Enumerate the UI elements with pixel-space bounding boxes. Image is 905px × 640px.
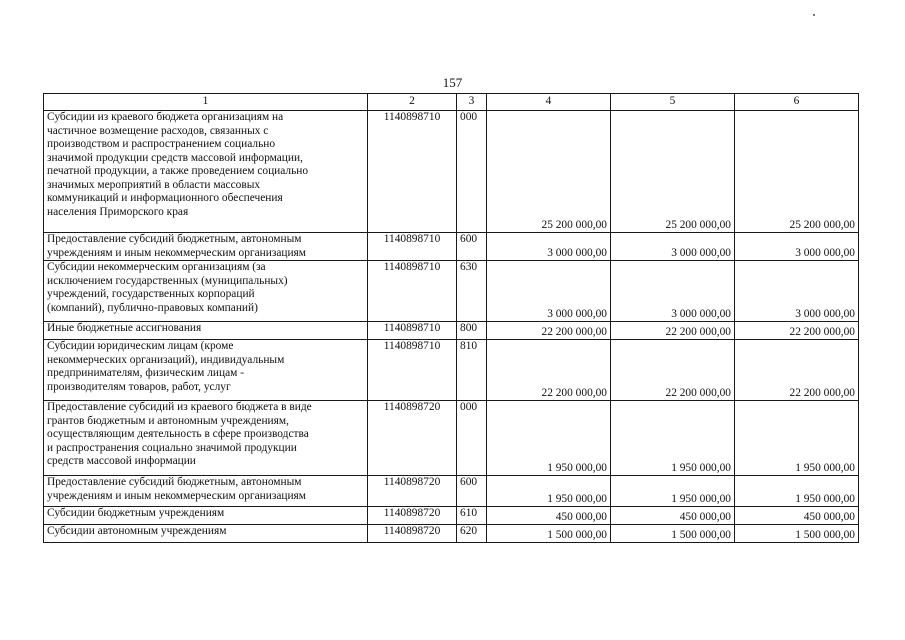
row-name: Субсидии юридическим лицам (кроме некоммерческих организаций), индивидуальным предпринимателям, физическим лицам - производителям товаров, работ, услуг	[44, 340, 368, 401]
row-name: Субсидии из краевого бюджета организациям на частичное возмещение расходов, связанных с производством и распространением социально значимой продукции средств массовой информации, печатной продукции, а также проведением социально значимых мероприятий в области массовых коммуникаций и информационного обеспечения населения Приморского края	[44, 111, 368, 233]
row-target-code: 1140898710	[368, 322, 457, 340]
row-expense-type: 800	[457, 322, 487, 340]
table-row	[44, 111, 859, 233]
row-amount-col-6: 3 000 000,00	[735, 261, 859, 322]
row-name: Субсидии некоммерческим организациям (за исключением государственных (муниципальных) учреждений, государственных корпораций (компаний), публично-правовых компаний)	[44, 261, 368, 322]
row-amount-col-6: 1 500 000,00	[735, 525, 859, 543]
row-amount-col-5: 22 200 000,00	[611, 340, 735, 401]
table-row	[44, 261, 859, 322]
table-row	[44, 322, 859, 340]
header-col-2: 2	[368, 94, 457, 111]
row-target-code: 1140898720	[368, 507, 457, 525]
row-amount-col-5: 1 950 000,00	[611, 401, 735, 476]
row-amount-col-6: 3 000 000,00	[735, 233, 859, 261]
row-name: Предоставление субсидий бюджетным, автономным учреждениям и иным некоммерческим организациям	[44, 233, 368, 261]
row-amount-col-4: 1 950 000,00	[487, 476, 611, 507]
row-amount-col-4: 25 200 000,00	[487, 111, 611, 233]
row-expense-type: 000	[457, 111, 487, 233]
row-target-code: 1140898720	[368, 525, 457, 543]
row-name: Предоставление субсидий бюджетным, автономным учреждениям и иным некоммерческим организациям	[44, 476, 368, 507]
table-row	[44, 233, 859, 261]
row-amount-col-5: 25 200 000,00	[611, 111, 735, 233]
row-amount-col-4: 1 950 000,00	[487, 401, 611, 476]
table-row	[44, 507, 859, 525]
row-target-code: 1140898720	[368, 476, 457, 507]
row-expense-type: 610	[457, 507, 487, 525]
row-expense-type: 630	[457, 261, 487, 322]
row-expense-type: 810	[457, 340, 487, 401]
header-col-5: 5	[611, 94, 735, 111]
row-amount-col-6: 1 950 000,00	[735, 401, 859, 476]
header-col-6: 6	[735, 94, 859, 111]
row-amount-col-6: 1 950 000,00	[735, 476, 859, 507]
header-col-1: 1	[44, 94, 368, 111]
row-name: Субсидии бюджетным учреждениям	[44, 507, 368, 525]
row-amount-col-5: 1 950 000,00	[611, 476, 735, 507]
row-target-code: 1140898710	[368, 340, 457, 401]
row-amount-col-5: 1 500 000,00	[611, 525, 735, 543]
row-target-code: 1140898710	[368, 261, 457, 322]
row-expense-type: 600	[457, 233, 487, 261]
row-expense-type: 620	[457, 525, 487, 543]
scan-speck	[813, 14, 815, 16]
row-amount-col-4: 1 500 000,00	[487, 525, 611, 543]
row-amount-col-5: 3 000 000,00	[611, 261, 735, 322]
table-row	[44, 525, 859, 543]
header-row	[44, 94, 859, 111]
row-amount-col-4: 3 000 000,00	[487, 261, 611, 322]
row-amount-col-4: 22 200 000,00	[487, 322, 611, 340]
row-target-code: 1140898710	[368, 233, 457, 261]
table-row	[44, 401, 859, 476]
table-row	[44, 340, 859, 401]
row-amount-col-6: 450 000,00	[735, 507, 859, 525]
page-number: 157	[442, 75, 463, 90]
row-amount-col-5: 22 200 000,00	[611, 322, 735, 340]
row-expense-type: 000	[457, 401, 487, 476]
row-name: Предоставление субсидий из краевого бюджета в виде грантов бюджетным и автономным учреждениям, осуществляющим деятельность в сфере производства и распространения социально значимой продукции средств массовой информации	[44, 401, 368, 476]
header-col-4: 4	[487, 94, 611, 111]
row-amount-col-6: 22 200 000,00	[735, 322, 859, 340]
row-expense-type: 600	[457, 476, 487, 507]
row-name: Иные бюджетные ассигнования	[44, 322, 368, 340]
table-row	[44, 476, 859, 507]
budget-table	[43, 93, 859, 543]
row-amount-col-4: 22 200 000,00	[487, 340, 611, 401]
row-amount-col-4: 3 000 000,00	[487, 233, 611, 261]
row-target-code: 1140898720	[368, 401, 457, 476]
row-target-code: 1140898710	[368, 111, 457, 233]
header-col-3: 3	[457, 94, 487, 111]
row-amount-col-6: 22 200 000,00	[735, 340, 859, 401]
row-amount-col-4: 450 000,00	[487, 507, 611, 525]
row-amount-col-5: 3 000 000,00	[611, 233, 735, 261]
row-amount-col-6: 25 200 000,00	[735, 111, 859, 233]
row-name: Субсидии автономным учреждениям	[44, 525, 368, 543]
row-amount-col-5: 450 000,00	[611, 507, 735, 525]
